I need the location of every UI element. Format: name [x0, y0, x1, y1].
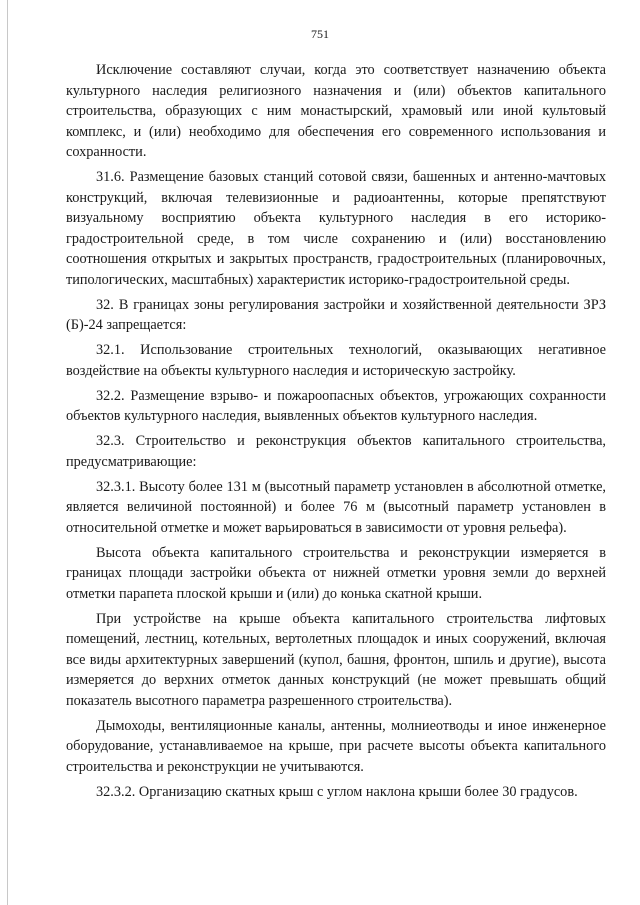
paragraph-32-2: 32.2. Размещение взрыво- и пожароопасных объектов, угрожающих сохранности объектов культурного наследия, выявленных объектов культурного наследия.	[66, 387, 606, 424]
paragraph-height-measure: Высота объекта капитального строительства и реконструкции измеряется в границах площади застройки объекта от нижней отметки уровня земли до верхней отметки парапета плоской крыши и (или) до конька скатной крыши.	[66, 544, 606, 602]
paragraph-32-1: 32.1. Использование строительных технологий, оказывающих негативное воздействие на объекты культурного наследия и историческую застройку.	[66, 342, 606, 379]
scan-edge-line	[7, 0, 8, 905]
paragraph-roof-structures: При устройстве на крыше объекта капитального строительства лифтовых помещений, лестниц, котельных, вертолетных площадок и иных сооружений, включая все виды архитектурных завершений (купол, башня, фронтон, шпиль и другие), высота измеряется до верхних отметок данных конструкций (не может превышать общий показатель высотного параметра разрешенного строительства).	[66, 610, 606, 709]
page-number: 751	[311, 27, 329, 41]
paragraph-chimneys: Дымоходы, вентиляционные каналы, антенны, молниеотводы и иное инженерное оборудование, устанавливаемое на крыше, при расчете высоты объекта капитального строительства и реконструкции не учитываются.	[66, 717, 606, 775]
paragraph-32-3-1: 32.3.1. Высоту более 131 м (высотный параметр установлен в абсолютной отметке, является величиной постоянной) и более 76 м (высотный параметр установлен в относительной отметке и может варьироваться в зависимости от уровня рельефа).	[66, 478, 606, 536]
paragraph-32-3: 32.3. Строительство и реконструкция объектов капитального строительства, предусматривающие:	[66, 433, 606, 470]
paragraph-exception: Исключение составляют случаи, когда это соответствует назначению объекта культурного наследия религиозного назначения и (или) объектов капитального строительства, образующих с ним монастырский, храмовый или иной культовый комплекс, и (или) необходимо для обеспечения его современного использования и сохранности.	[66, 62, 606, 160]
paragraph-32: 32. В границах зоны регулирования застройки и хозяйственной деятельности ЗРЗ (Б)-24 запрещается:	[66, 296, 606, 333]
paragraph-32-3-2: 32.3.2. Организацию скатных крыш с углом наклона крыши более 30 градусов.	[96, 783, 578, 800]
paragraph-31-6: 31.6. Размещение базовых станций сотовой связи, башенных и антенно-мачтовых конструкций, включая телевизионные и радиоантенны, которые препятствуют визуальному восприятию объекта культурного наследия в его историко-градостроительной среде, в том числе сохранению и (или) восстановлению соотношения открытых и закрытых пространств, градостроительных (планировочных, типологических, масштабных) характеристик историко-градостроительной среды.	[66, 169, 606, 288]
document-body	[66, 60, 606, 807]
